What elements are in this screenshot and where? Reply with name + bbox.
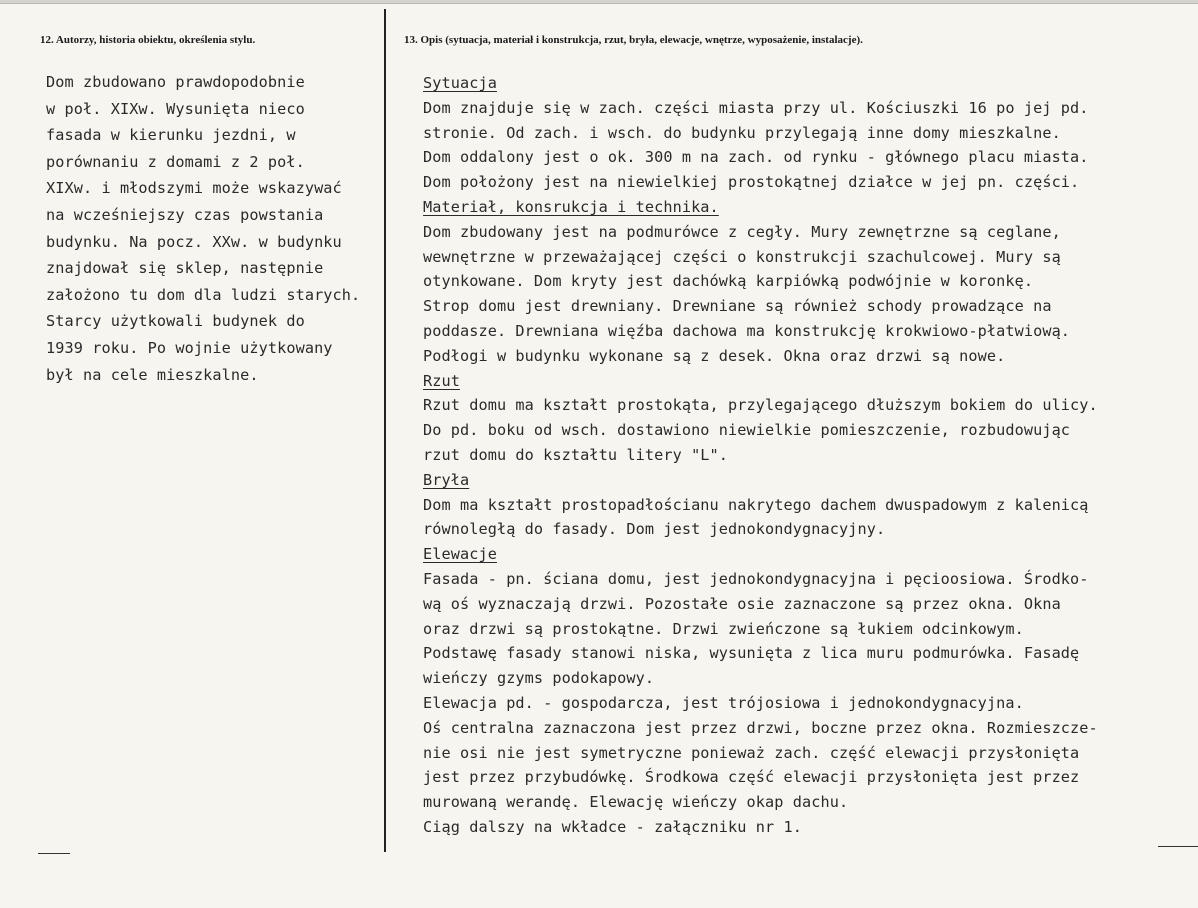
description-line: murowaną werandę. Elewację wieńczy okap dachu. — [423, 793, 849, 812]
history-line: na wcześniejszy czas powstania — [46, 205, 324, 224]
fold-mark-left — [38, 853, 70, 854]
description-line: nie osi nie jest symetryczne ponieważ zach. część elewacji przysłonięta — [423, 743, 1080, 762]
document-page — [0, 3, 1198, 908]
section-heading: Rzut — [423, 371, 460, 390]
description-line: Dom znajduje się w zach. części miasta przy ul. Kościuszki 16 po jej pd. — [423, 98, 1089, 117]
history-line: Starcy użytkowali budynek do — [46, 312, 305, 331]
heading-line — [423, 195, 1098, 220]
history-line: 1939 roku. Po wojnie użytkowany — [46, 338, 333, 357]
description-line: Strop domu jest drewniany. Drewniane są również schody prowadzące na — [423, 297, 1052, 316]
description-line: jest przez przybudówkę. Środkowa część elewacji przysłonięta jest przez — [423, 768, 1080, 787]
description-line: stronie. Od zach. i wsch. do budynku przylegają inne domy mieszkalne. — [423, 123, 1061, 142]
heading-line — [423, 468, 1098, 493]
history-line: fasada w kierunku jezdni, w — [46, 126, 296, 145]
description-line: wewnętrzne w przeważającej części o konstrukcji szachulcowej. Mury są — [423, 247, 1061, 266]
description-line: Podstawę fasady stanowi niska, wysunięta z lica muru podmurówka. Fasadę — [423, 644, 1080, 663]
section-heading: Materiał, konsrukcja i technika. — [423, 197, 719, 216]
heading-line — [423, 71, 1098, 96]
description-line: Elewacja pd. - gospodarcza, jest trójosiowa i jednokondygnacyjna. — [423, 693, 1024, 712]
description-line: otynkowane. Dom kryty jest dachówką karpiówką podwójnie w koronkę. — [423, 272, 1034, 291]
description-line: Rzut domu ma kształt prostokąta, przylegającego dłuższym bokiem do ulicy. — [423, 396, 1098, 415]
description-line: Do pd. boku od wsch. dostawiono niewielkie pomieszczenie, rozbudowując — [423, 421, 1071, 440]
description-line: Dom ma kształt prostopadłościanu nakrytego dachem dwuspadowym z kalenicą — [423, 495, 1089, 514]
history-text — [46, 69, 360, 388]
description-text — [423, 71, 1098, 840]
history-line: w poł. XIXw. Wysunięta nieco — [46, 99, 305, 118]
history-line: Dom zbudowano prawdopodobnie — [46, 73, 305, 91]
history-line: budynku. Na pocz. XXw. w budynku — [46, 232, 342, 251]
section-heading: Sytuacja — [423, 74, 497, 92]
heading-line — [423, 542, 1098, 567]
history-line: znajdował się sklep, następnie — [46, 259, 324, 278]
history-line: XIXw. i młodszymi może wskazywać — [46, 179, 342, 198]
description-line: oraz drzwi są prostokątne. Drzwi zwieńczone są łukiem odcinkowym. — [423, 619, 1024, 638]
description-line: rzut domu do kształtu litery "L". — [423, 445, 729, 464]
description-line: Dom zbudowany jest na podmurówce z cegły. Mury zewnętrzne są ceglane, — [423, 222, 1061, 241]
description-line: Oś centralna zaznaczona jest przez drzwi, boczne przez okna. Rozmieszcze- — [423, 718, 1098, 737]
history-line: porównaniu z domami z 2 poł. — [46, 152, 305, 171]
history-line: założono tu dom dla ludzi starych. — [46, 285, 361, 304]
description-line: równoległą do fasady. Dom jest jednokondygnacyjny. — [423, 520, 886, 539]
section-heading: Elewacje — [423, 545, 497, 564]
description-line: wieńczy gzyms podokapowy. — [423, 669, 655, 688]
history-line: był na cele mieszkalne. — [46, 365, 259, 384]
fold-mark-right — [1158, 846, 1198, 847]
description-line: Dom położony jest na niewielkiej prostokątnej działce w jej pn. części. — [423, 173, 1080, 192]
section-13-header: 13. Opis (sytuacja, materiał i konstrukcja, rzut, bryła, elewacje, wnętrze, wyposażenie, instalacje). — [404, 34, 863, 46]
section-heading: Bryła — [423, 470, 470, 489]
description-line: Podłogi w budynku wykonane są z desek. Okna oraz drzwi są nowe. — [423, 346, 1006, 365]
description-line: poddasze. Drewniana więźba dachowa ma konstrukcję krokwiowo-płatwiową. — [423, 321, 1071, 340]
description-line: Dom oddalony jest o ok. 300 m na zach. od rynku - głównego placu miasta. — [423, 148, 1089, 167]
heading-line — [423, 369, 1098, 394]
description-line: Ciąg dalszy na wkładce - załączniku nr 1. — [423, 817, 802, 836]
column-divider — [384, 9, 386, 852]
description-line: Fasada - pn. ściana domu, jest jednokondygnacyjna i pęcioosiowa. Środko- — [423, 569, 1089, 588]
description-line: wą oś wyznaczają drzwi. Pozostałe osie zaznaczone są przez okna. Okna — [423, 594, 1061, 613]
section-12-header: 12. Autorzy, historia obiektu, określenia stylu. — [40, 34, 256, 46]
